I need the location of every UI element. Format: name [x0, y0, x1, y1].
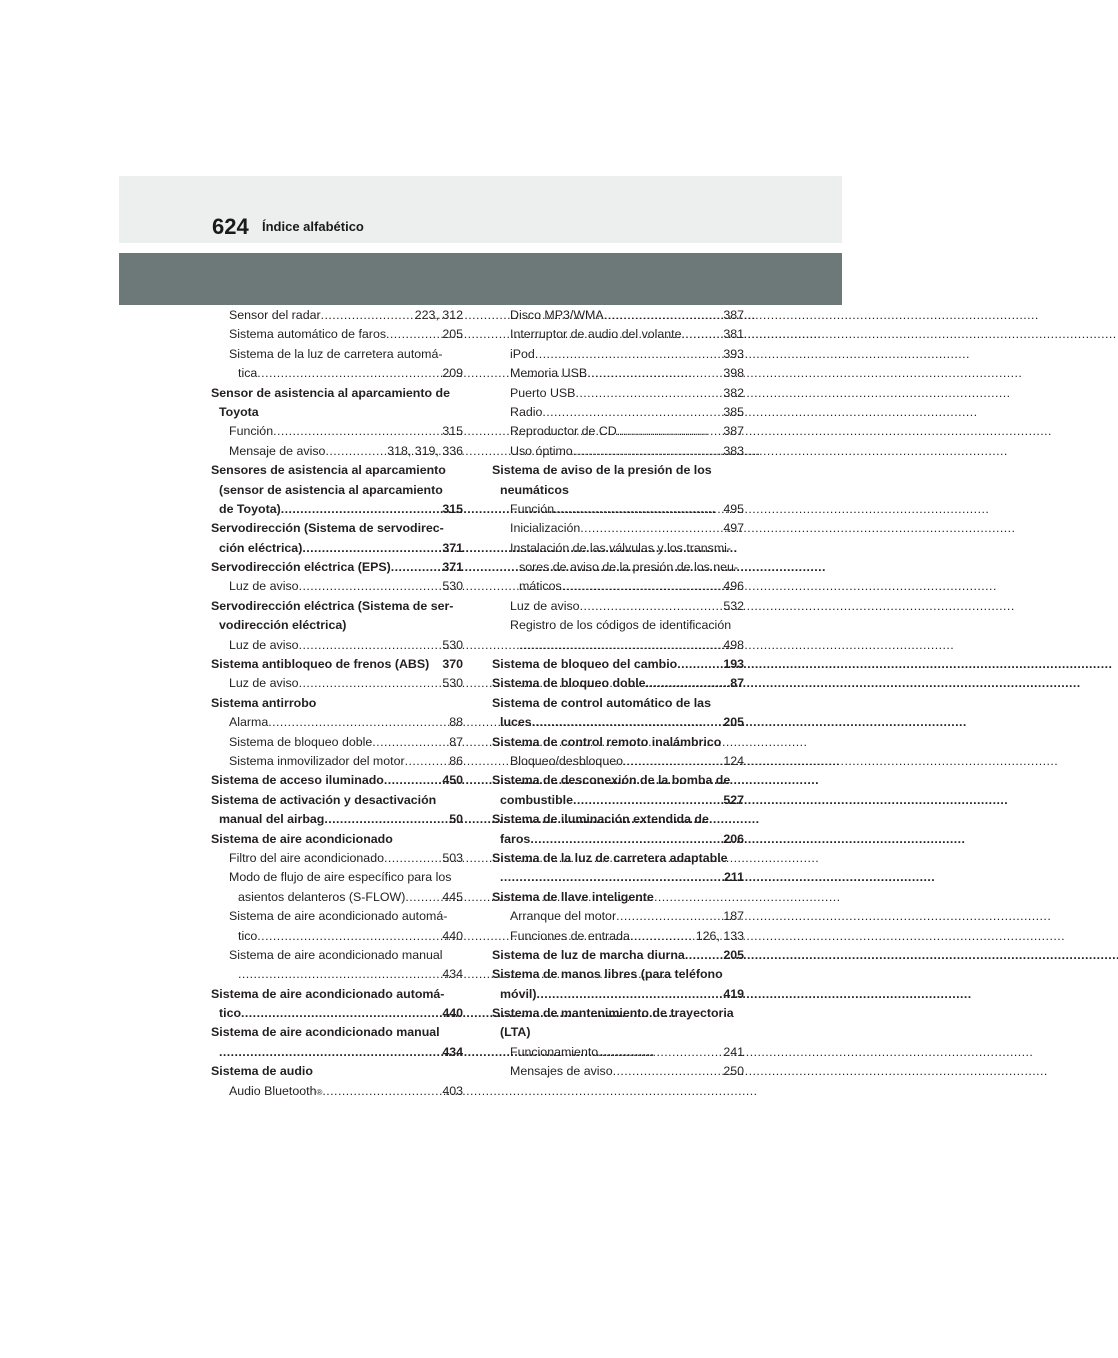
dot-leader: [604, 306, 723, 325]
index-entry: [492, 539, 744, 558]
dot-leader: [391, 558, 442, 577]
dot-leader: [617, 422, 723, 441]
index-entry: [492, 771, 744, 790]
index-entry-text: Sistema de bloqueo doble: [492, 676, 646, 691]
index-entry-text: Sistema de aire acondicionado automá-: [229, 909, 448, 924]
index-entry: [492, 713, 744, 732]
index-entry-page: 209: [442, 366, 463, 381]
index-entry-page: 315: [442, 501, 463, 516]
index-entry-text: Sistema de la luz de carretera automá-: [229, 346, 443, 361]
dot-leader: [238, 965, 441, 984]
dot-leader: [219, 1043, 441, 1062]
dot-leader: [630, 927, 695, 946]
index-entry-text: Toyota: [219, 404, 259, 419]
index-entry: [211, 364, 463, 383]
index-entry: [492, 345, 744, 364]
index-entry-page: 440: [442, 928, 463, 943]
dot-leader: [573, 791, 722, 810]
index-entry: [492, 384, 744, 403]
index-entry: [211, 306, 463, 325]
index-entry-text: (LTA): [500, 1025, 531, 1040]
index-entry: [211, 577, 463, 596]
index-entry: [492, 577, 744, 596]
index-entry-text: Función: [229, 424, 274, 439]
index-entry-text: Sistema de activación y desactivación: [211, 792, 437, 807]
dot-leader: [268, 713, 448, 732]
index-entry-text: Sistema de luz de marcha diurna: [492, 947, 685, 962]
index-entry-text: Servodirección (Sistema de servodirec-: [211, 521, 444, 536]
index-entry: [211, 965, 463, 984]
dot-leader: [542, 403, 722, 422]
index-entry-text: Modo de flujo de aire específico para los: [229, 870, 452, 885]
index-entry: Audio Bluetooth ® . . . 403: [211, 1082, 463, 1101]
index-entry: [211, 1023, 463, 1042]
index-entry-text: tica: [238, 366, 258, 381]
index-entry: [492, 558, 744, 577]
index-entry: [211, 791, 463, 810]
index-entry-page: 440: [442, 1006, 463, 1021]
index-entry: [211, 830, 463, 849]
section-title: Índice alfabético: [262, 219, 364, 234]
index-entry-text: Luz de aviso: [229, 637, 299, 652]
index-entry-page: 496: [723, 579, 744, 594]
index-entry-text: Servodirección eléctrica (EPS): [211, 560, 391, 575]
index-entry: [211, 985, 463, 1004]
index-entry: [492, 597, 744, 616]
index-entry: [211, 636, 463, 655]
index-entry-text: Filtro del aire acondicionado: [229, 850, 384, 865]
dot-leader: [685, 946, 723, 965]
index-entry: [492, 461, 744, 480]
index-entry-page: 385: [723, 404, 744, 419]
index-entry-page: 315: [442, 424, 463, 439]
index-entry: [492, 636, 744, 655]
index-entry-text: Sistema de la luz de carretera adaptable: [492, 850, 728, 865]
index-entry: [211, 868, 463, 887]
index-entry-page: 434: [442, 967, 463, 982]
index-entry: [492, 403, 744, 422]
index-entry-text: Interruptor de audio del volante: [510, 327, 682, 342]
index-entry: [492, 500, 744, 519]
index-entry-text: Sistema inmovilizador del motor: [229, 753, 405, 768]
index-entry: [211, 810, 463, 829]
index-entry-page: 86: [449, 753, 463, 768]
index-entry: [211, 752, 463, 771]
index-entry-text: Alarma: [229, 715, 269, 730]
index-entry-text: Luz de aviso: [229, 676, 299, 691]
index-entry-text: Sistema de iluminación extendida de: [492, 812, 709, 827]
index-entry-text: Sistema automático de faros: [229, 327, 387, 342]
index-entry-text: Bloqueo/desbloqueo: [510, 753, 623, 768]
index-entry: [492, 306, 744, 325]
index-entry-text: Sistema de audio: [211, 1064, 313, 1079]
dot-leader: [682, 325, 723, 344]
index-entry-page: 387: [723, 424, 744, 439]
dot-leader: [646, 674, 730, 693]
index-entry: [211, 442, 463, 461]
index-entry-page: 193: [723, 657, 744, 672]
index-entry-text: Sistema de mantenimiento de trayectoria: [492, 1006, 734, 1021]
index-entry-page: 371: [442, 540, 463, 555]
dot-leader: [273, 422, 441, 441]
index-entry: [492, 1043, 744, 1062]
index-entry: [492, 791, 744, 810]
index-entry: [492, 325, 744, 344]
index-column-left: [211, 306, 463, 1101]
index-entry-text: Sistema de aire acondicionado automá-: [211, 986, 445, 1001]
index-entry-text: vodirección eléctrica): [219, 618, 347, 633]
index-entry: [492, 694, 744, 713]
index-entry: [211, 422, 463, 441]
index-entry: [492, 946, 744, 965]
index-entry-page: 205: [723, 715, 744, 730]
index-entry-page: 124: [723, 753, 744, 768]
index-entry-page: 398: [723, 366, 744, 381]
index-entry-text: Sistema antirrobo: [211, 695, 317, 710]
index-entry: [492, 674, 744, 693]
index-entry: [211, 500, 463, 519]
index-entry-text: (sensor de asistencia al aparcamiento: [219, 482, 443, 497]
index-entry-page: 370: [442, 657, 463, 672]
index-entry: [211, 384, 463, 403]
index-entry: [211, 345, 463, 364]
index-entry: [211, 733, 463, 752]
dot-leader: [384, 771, 441, 790]
index-entry: [211, 771, 463, 790]
index-column-right: [492, 306, 744, 1082]
index-entry: [211, 558, 463, 577]
index-entry-text: móvil): [500, 986, 537, 1001]
index-entry-text: Función: [510, 501, 555, 516]
dot-leader: [580, 519, 722, 538]
index-entry-text: Mensajes de aviso: [510, 1064, 613, 1079]
index-entry: [211, 461, 463, 480]
index-entry-page: 532: [723, 598, 744, 613]
index-entry-text: faros: [500, 831, 531, 846]
index-entry-page: 250: [723, 1064, 744, 1079]
index-entry: [492, 849, 744, 868]
index-entry-text: Sistema de manos libres (para teléfono: [492, 967, 723, 982]
index-entry-page: 498: [723, 637, 744, 652]
index-entry: [211, 907, 463, 926]
index-entry-text: tico: [219, 1006, 242, 1021]
index-entry: [211, 403, 463, 422]
dot-leader: [257, 364, 441, 383]
dot-leader: [530, 830, 722, 849]
index-entry-page: 205: [723, 947, 744, 962]
index-entry-page: 527: [723, 792, 744, 807]
index-entry: [492, 1004, 744, 1023]
index-entry-page: 87: [449, 734, 463, 749]
index-entry-text: Disco MP3/WMA: [510, 308, 604, 322]
index-entry: [492, 364, 744, 383]
dot-leader: [384, 849, 441, 868]
dot-leader: [321, 306, 414, 325]
index-entry: [492, 481, 744, 500]
index-entry: [492, 888, 744, 907]
index-entry: [211, 888, 463, 907]
dot-leader: [281, 500, 442, 519]
index-entry-text: Memoria USB: [510, 366, 588, 381]
index-entry-page: 382: [723, 385, 744, 400]
index-entry-text: Funciones de entrada: [510, 928, 630, 943]
index-entry-text: neumáticos: [500, 482, 569, 497]
dot-leader: [372, 733, 448, 752]
index-entry-text: de Toyota): [219, 501, 281, 516]
index-entry-text: Puerto USB: [510, 385, 576, 400]
index-entry-text: Sistema de aire acondicionado manual: [211, 1025, 440, 1040]
index-entry-text: asientos delanteros (S-FLOW): [238, 889, 406, 904]
dot-leader: [324, 810, 448, 829]
dot-leader: [405, 752, 449, 771]
dot-leader: [299, 577, 442, 596]
dot-leader: [322, 1082, 441, 1101]
index-entry-text: Arranque del motor: [510, 909, 617, 924]
index-entry-text: sores de aviso de la presión de los neu-: [519, 560, 739, 575]
index-entry-text: Sistema de aire acondicionado manual: [229, 947, 443, 962]
index-entry: [492, 616, 744, 635]
index-entry-page: 87: [730, 676, 744, 691]
dot-leader: [325, 442, 386, 461]
index-entry-text: Luz de aviso: [229, 579, 299, 594]
index-entry-text: Radio: [510, 404, 543, 419]
dot-leader: [299, 674, 442, 693]
index-entry-text: combustible: [500, 792, 573, 807]
dot-leader: [573, 442, 723, 461]
index-entry-text: Sistema de aire acondicionado: [211, 831, 393, 846]
index-entry-text: Luz de aviso: [510, 598, 580, 613]
index-entry-text: Uso óptimo: [510, 443, 573, 458]
index-entry-page: 223, 312: [414, 308, 463, 322]
index-entry-page: 495: [723, 501, 744, 516]
index-entry: [211, 1004, 463, 1023]
index-entry: [211, 694, 463, 713]
index-entry: [492, 1062, 744, 1081]
index-entry-text: Sensor del radar: [229, 308, 321, 322]
index-entry-page: 383: [723, 443, 744, 458]
index-entry-text: iPod: [510, 346, 535, 361]
index-entry-text: máticos: [519, 579, 562, 594]
index-entry: [211, 849, 463, 868]
dot-leader: [677, 655, 722, 674]
index-entry-page: 419: [723, 986, 744, 1001]
index-entry: [492, 733, 744, 752]
index-entry: [492, 830, 744, 849]
index-entry: [211, 946, 463, 965]
index-entry-page: 530: [442, 676, 463, 691]
index-entry: [492, 907, 744, 926]
dot-leader: [587, 364, 722, 383]
index-entry: [492, 985, 744, 1004]
index-entry-page: 211: [724, 870, 744, 885]
index-entry-text: Sistema de control remoto inalámbrico: [492, 734, 722, 749]
index-entry: [492, 868, 744, 887]
index-entry-text: Audio Bluetooth: [229, 1083, 317, 1098]
index-entry-page: 393: [723, 346, 744, 361]
index-entry: [211, 616, 463, 635]
index-entry-page: 88: [449, 715, 463, 730]
dot-leader: [575, 384, 722, 403]
dot-leader: [562, 577, 723, 596]
index-entry: [211, 927, 463, 946]
index-entry: [492, 1023, 744, 1042]
index-entry-text: luces: [500, 715, 532, 730]
index-entry-text: Sistema antibloqueo de frenos (ABS): [211, 657, 430, 672]
index-entry-text: Inicialización: [510, 521, 581, 536]
index-entry-text: Registro de los códigos de identificación: [510, 618, 732, 633]
index-entry-page: 381: [723, 327, 744, 342]
index-entry: [211, 597, 463, 616]
index-entry: [492, 965, 744, 984]
index-entry: [211, 655, 463, 674]
index-entry-page: 371: [442, 560, 463, 575]
index-entry-text: Instalación de las válvulas y los transmi-: [510, 540, 732, 555]
index-entry-page: 503: [442, 850, 463, 865]
index-entry-page: 126, 133: [695, 928, 744, 943]
dot-leader: [598, 1043, 722, 1062]
index-entry-text: Sistema de bloqueo del cambio: [492, 657, 678, 672]
dot-leader: [554, 500, 722, 519]
index-entry: [492, 927, 744, 946]
index-entry: [492, 422, 744, 441]
index-entry: [211, 713, 463, 732]
index-entry-text: Sistema de acceso iluminado: [211, 773, 384, 788]
index-entry-page: 50: [449, 812, 463, 827]
section-tab-band: [119, 253, 842, 305]
index-entry-page: 241: [723, 1044, 744, 1059]
dot-leader: [386, 325, 441, 344]
index-entry-page: 387: [723, 308, 744, 322]
dot-leader: [241, 1004, 441, 1023]
index-entry-page: 530: [442, 579, 463, 594]
index-entry-text: Sistema de control automático de las: [492, 695, 711, 710]
index-entry: [492, 519, 744, 538]
index-entry-text: manual del airbag: [219, 812, 325, 827]
index-entry-page: 403: [442, 1083, 463, 1098]
index-entry-page: 187: [723, 909, 744, 924]
index-entry: [492, 442, 744, 461]
index-entry-page: 450: [442, 773, 463, 788]
index-entry-text: ción eléctrica): [219, 540, 303, 555]
dot-leader: [537, 985, 723, 1004]
index-entry: [211, 1062, 463, 1081]
index-entry: [211, 539, 463, 558]
index-entry-text: Sensor de asistencia al aparcamiento de: [211, 385, 450, 400]
index-entry-page: 318, 319, 336: [387, 443, 463, 458]
dot-leader: [405, 888, 441, 907]
index-entry-page: 530: [442, 637, 463, 652]
index-entry-page: 497: [723, 521, 744, 536]
index-entry-text: Mensaje de aviso: [229, 443, 326, 458]
dot-leader: [535, 345, 723, 364]
index-entry-text: Reproductor de CD: [510, 424, 617, 439]
index-entry-page: 434: [442, 1044, 463, 1059]
index-entry-text: Funcionamiento: [510, 1044, 599, 1059]
index-entry: [492, 655, 744, 674]
index-entry-page: 445: [442, 889, 463, 904]
index-entry: [211, 481, 463, 500]
index-entry: [211, 1043, 463, 1062]
page-number: 624: [212, 214, 249, 239]
index-entry-text: Servodirección eléctrica (Sistema de ser-: [211, 598, 454, 613]
index-entry: [492, 810, 744, 829]
index-entry-text: Sistema de desconexión de la bomba de: [492, 773, 731, 788]
dot-leader: [257, 927, 441, 946]
dot-leader: [580, 597, 723, 616]
index-entry: [211, 325, 463, 344]
dot-leader: [519, 636, 722, 655]
index-entry-text: Sensores de asistencia al aparcamiento: [211, 463, 446, 478]
dot-leader: [616, 907, 722, 926]
index-entry: [211, 674, 463, 693]
index-entry-page: 206: [723, 831, 744, 846]
index-entry-text: Sistema de aviso de la presión de los: [492, 463, 712, 478]
dot-leader: [302, 539, 441, 558]
dot-leader: [532, 713, 723, 732]
index-entry-text: tico: [238, 928, 258, 943]
index-entry: [492, 752, 744, 771]
index-entry-text: Sistema de bloqueo doble: [229, 734, 373, 749]
dot-leader: [500, 868, 723, 887]
index-entry-text: Sistema de llave inteligente: [492, 889, 654, 904]
index-entry-page: 205: [442, 327, 463, 342]
dot-leader: [299, 636, 442, 655]
dot-leader: [613, 1062, 723, 1081]
dot-leader: [623, 752, 722, 771]
index-entry: [211, 519, 463, 538]
